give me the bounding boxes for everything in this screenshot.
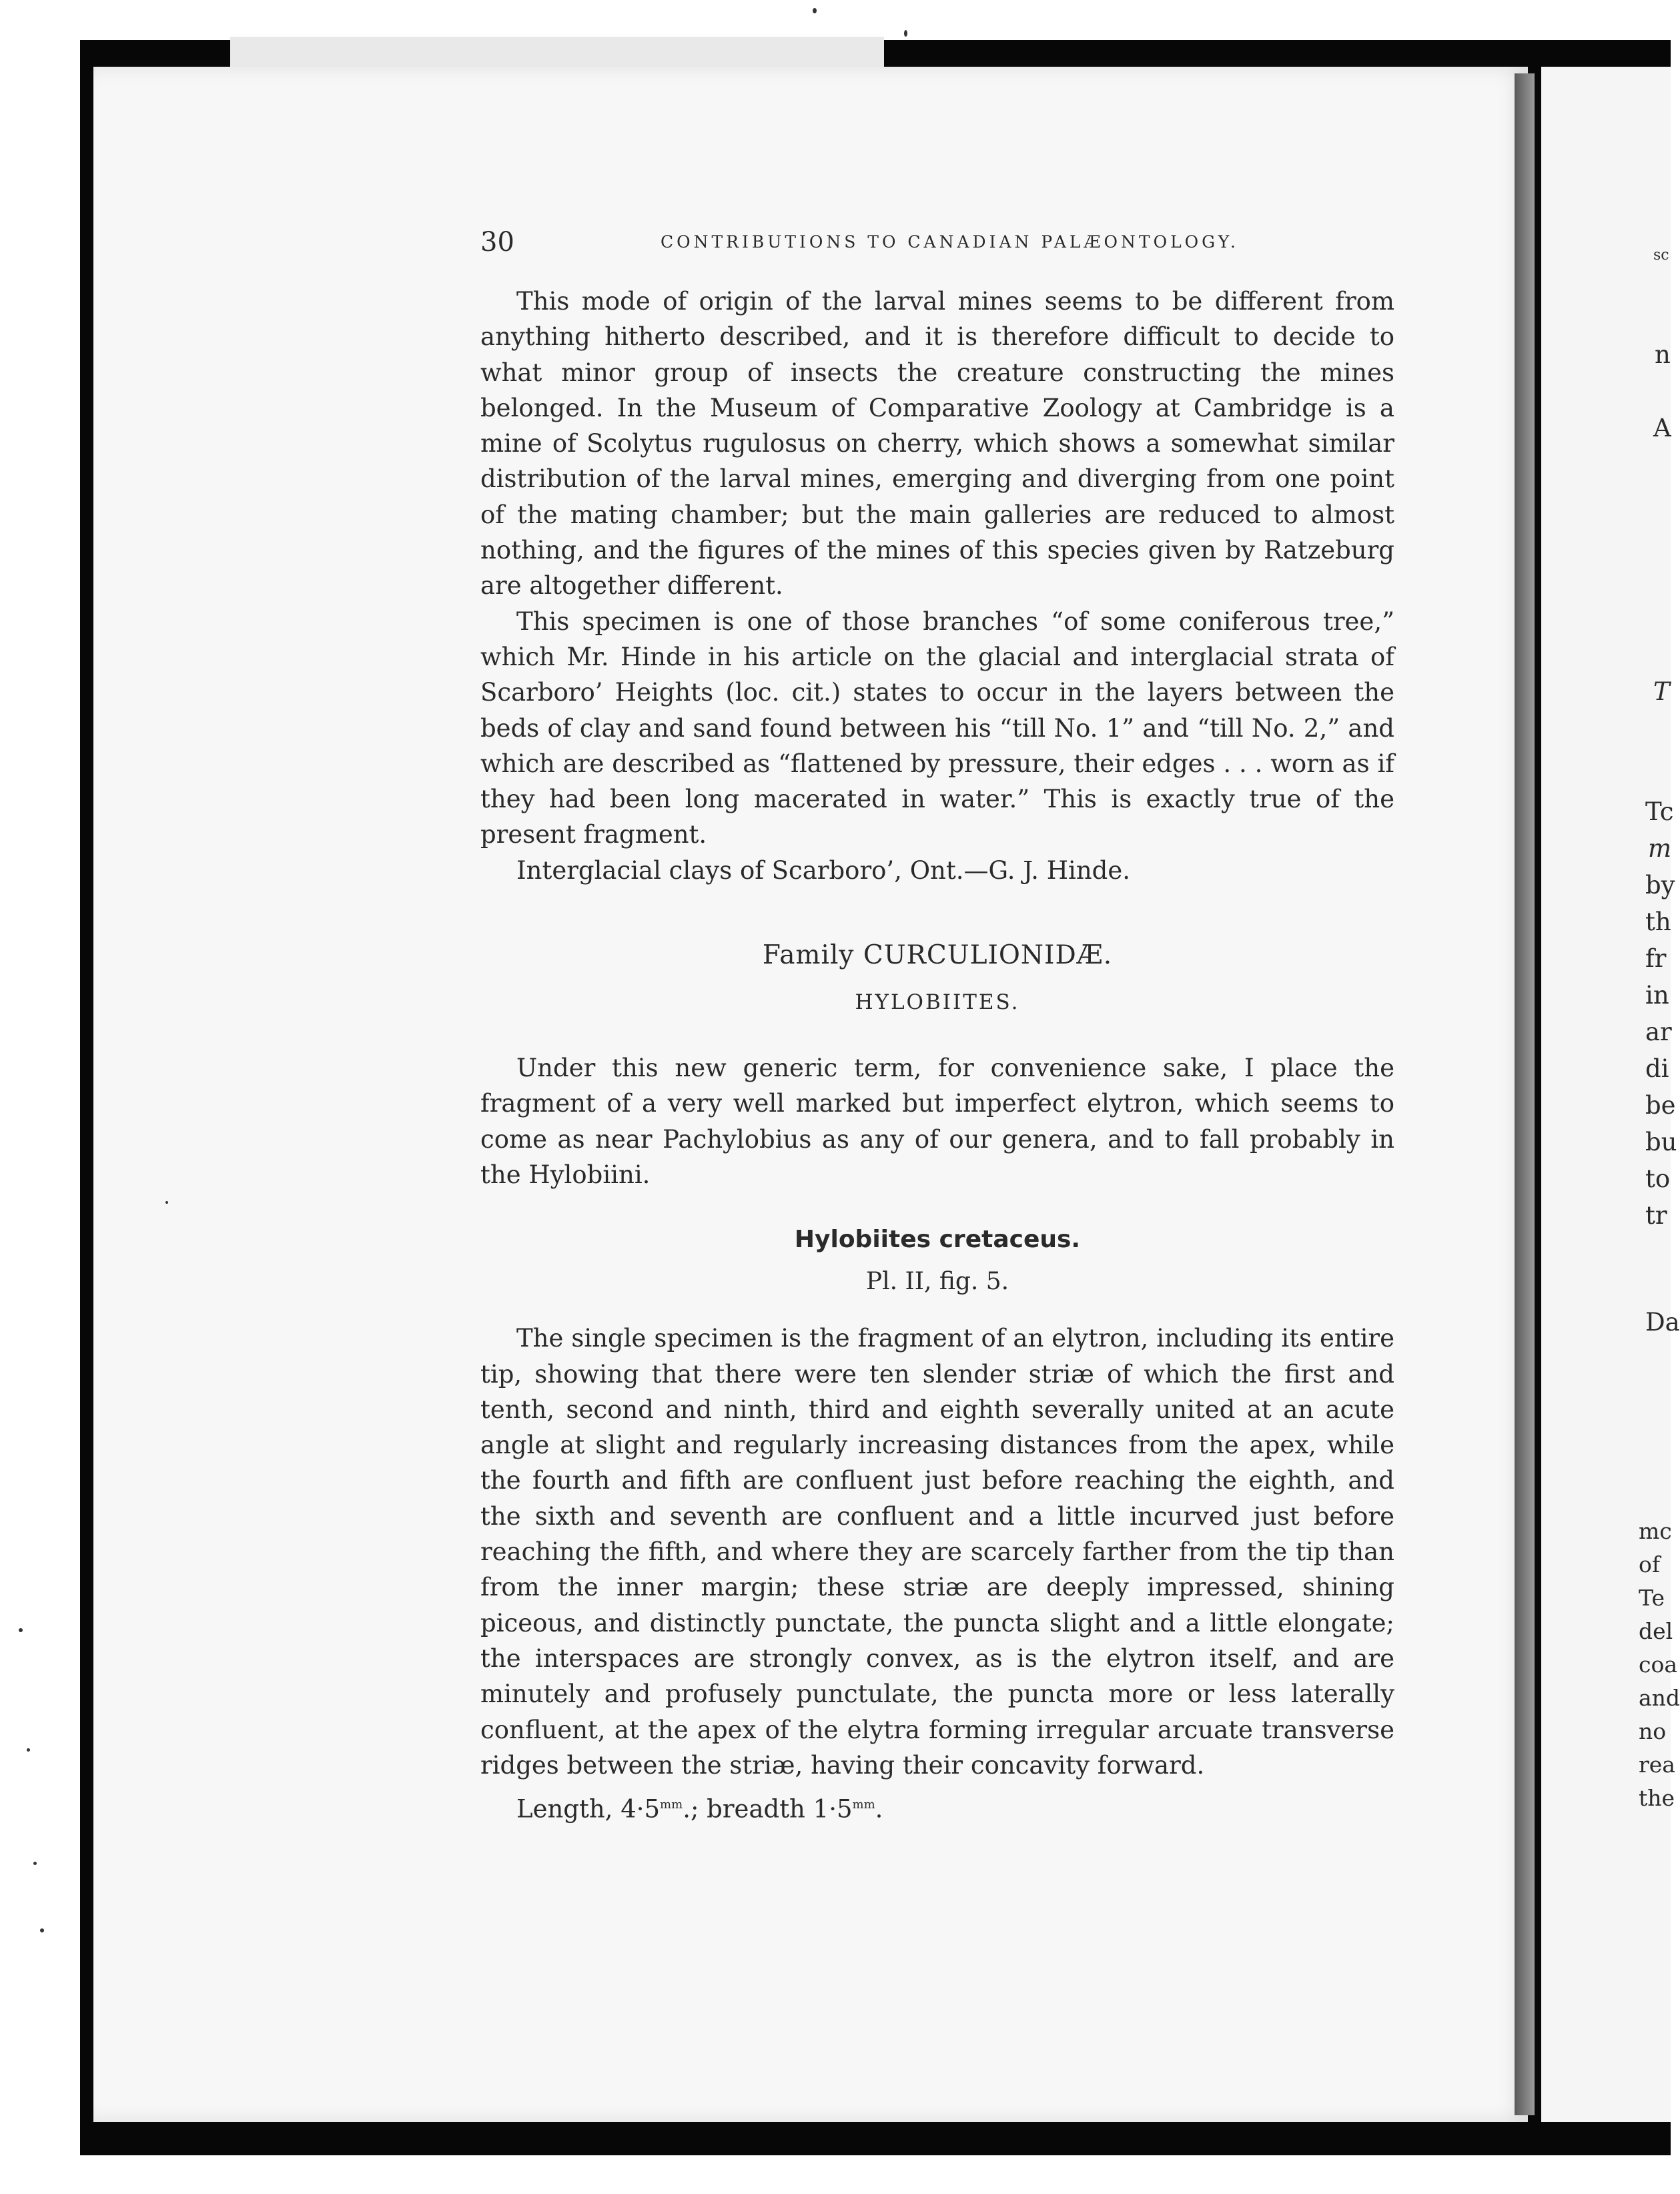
facing-fragment: by (1645, 871, 1675, 899)
paragraph-generic-term: Under this new generic term, for convenience sake, I place the fragment of a very well marked but imperfect elytron, which seems to come as near Pachylobius as any of our genera, and to fall probably in the Hylobiini. (480, 1054, 1394, 1189)
running-title: CONTRIBUTIONS TO CANADIAN PALÆONTOLOGY. (661, 232, 1239, 252)
scan-speck (165, 1201, 168, 1204)
paragraph-measurements (480, 1787, 1394, 1827)
facing-fragment: Te (1639, 1585, 1665, 1611)
facing-fragment: Tc (1645, 797, 1674, 826)
facing-fragment: m (1648, 834, 1672, 863)
facing-fragment: be (1645, 1091, 1676, 1120)
facing-fragment: tr (1645, 1201, 1667, 1230)
facing-fragment: th (1645, 907, 1671, 936)
scan-speck (19, 1628, 23, 1632)
unit-mm-2: mm (852, 1798, 875, 1812)
text-column (480, 284, 1394, 1827)
scan-speck (813, 8, 817, 13)
paragraph-larval-mines: This mode of origin of the larval mines seems to be different from anything hitherto described, and it is therefore difficult to decide to what minor group of insects the creature constructing the mines belonged. In the Museum of Comparative Zoology at Cambridge is a mine of Scolytus rugulosus on cherry, which shows a somewhat similar distribution of the larval mines, emerging and diverging from one point of the mating chamber; but the main galleries are reduced to almost nothing, and the figures of the mines of this species given by Ratzeburg are altogether different. (480, 287, 1394, 601)
facing-fragment: A (1653, 414, 1671, 442)
facing-fragment: Da (1645, 1308, 1680, 1337)
length-text: Length, 4·5 (516, 1794, 661, 1824)
page-header (480, 227, 1394, 260)
scan-speck (27, 1748, 30, 1752)
facing-fragment: n (1655, 340, 1671, 369)
facing-fragment: bu (1645, 1128, 1677, 1156)
page-number: 30 (480, 227, 514, 258)
species-heading: Hylobiites cretaceus. (794, 1226, 1081, 1254)
facing-fragment: to (1645, 1164, 1671, 1193)
facing-fragment: coa (1639, 1652, 1678, 1678)
family-heading: Family CURCULIONIDÆ. (762, 940, 1113, 971)
paragraph-specimen: This specimen is one of those branches “of some coniferous tree,” which Mr. Hinde in his article on the glacial and interglacial strata of Scarboro’ Heights (loc. cit.) states to occur in the layers between the beds of clay and sand found between his “till No. 1” and “till No. 2,” and which are described as “flattened by pressure, their edges . . . worn as if they had been long macerated in water.” This is exactly true of the present fragment. (480, 607, 1394, 849)
facing-fragment: fr (1645, 944, 1667, 973)
facing-fragment: the (1639, 1785, 1675, 1811)
facing-fragment: rea (1639, 1752, 1675, 1778)
page-gutter-shadow (1515, 73, 1535, 2115)
facing-fragment: ar (1645, 1018, 1672, 1046)
paragraph-locality: Interglacial clays of Scarboro’, Ont.—G. J. Hinde. (516, 855, 1131, 885)
unit-mm-1: mm (660, 1798, 683, 1812)
facing-fragment: sc (1653, 247, 1669, 264)
facing-fragment: di (1645, 1054, 1669, 1083)
facing-fragment: of (1639, 1551, 1661, 1577)
underlying-sheet (230, 37, 884, 70)
facing-fragment: in (1645, 981, 1669, 1010)
facing-fragment: del (1639, 1618, 1673, 1644)
facing-fragment: no (1639, 1718, 1667, 1744)
plate-reference: Pl. II, fig. 5. (865, 1268, 1009, 1296)
scan-speck (40, 1928, 44, 1932)
scan-speck (33, 1862, 37, 1865)
facing-fragment: and (1639, 1685, 1680, 1711)
facing-fragment: T (1653, 677, 1670, 706)
breadth-text: .; breadth 1·5 (683, 1794, 853, 1824)
scan-speck (904, 30, 907, 37)
paragraph-description: The single specimen is the fragment of an elytron, including its entire tip, showing that there were ten slender striæ of which the first and tenth, second and ninth, third and eighth severally united at an acute angle at slight and regularly increasing distances from the apex, while the fourth and fifth are confluent just before reaching the eighth, and the sixth and seventh are confluent and a little incurved just before reaching the fifth, and where they are scarcely farther from the tip than from the inner margin; these striæ are deeply impressed, shining piceous, and distinctly punctate, the puncta slight and a little elongate; the interspaces are strongly convex, as is the elytron itself, and are minutely and profusely punctulate, the puncta more or less laterally confluent, at the apex of the elytra forming irregular arcuate transverse ridges between the striæ, having their concavity forward. (480, 1324, 1394, 1780)
facing-fragment: mc (1639, 1518, 1672, 1544)
tribe-heading: HYLOBIITES. (855, 990, 1020, 1015)
measurement-end: . (875, 1794, 883, 1824)
